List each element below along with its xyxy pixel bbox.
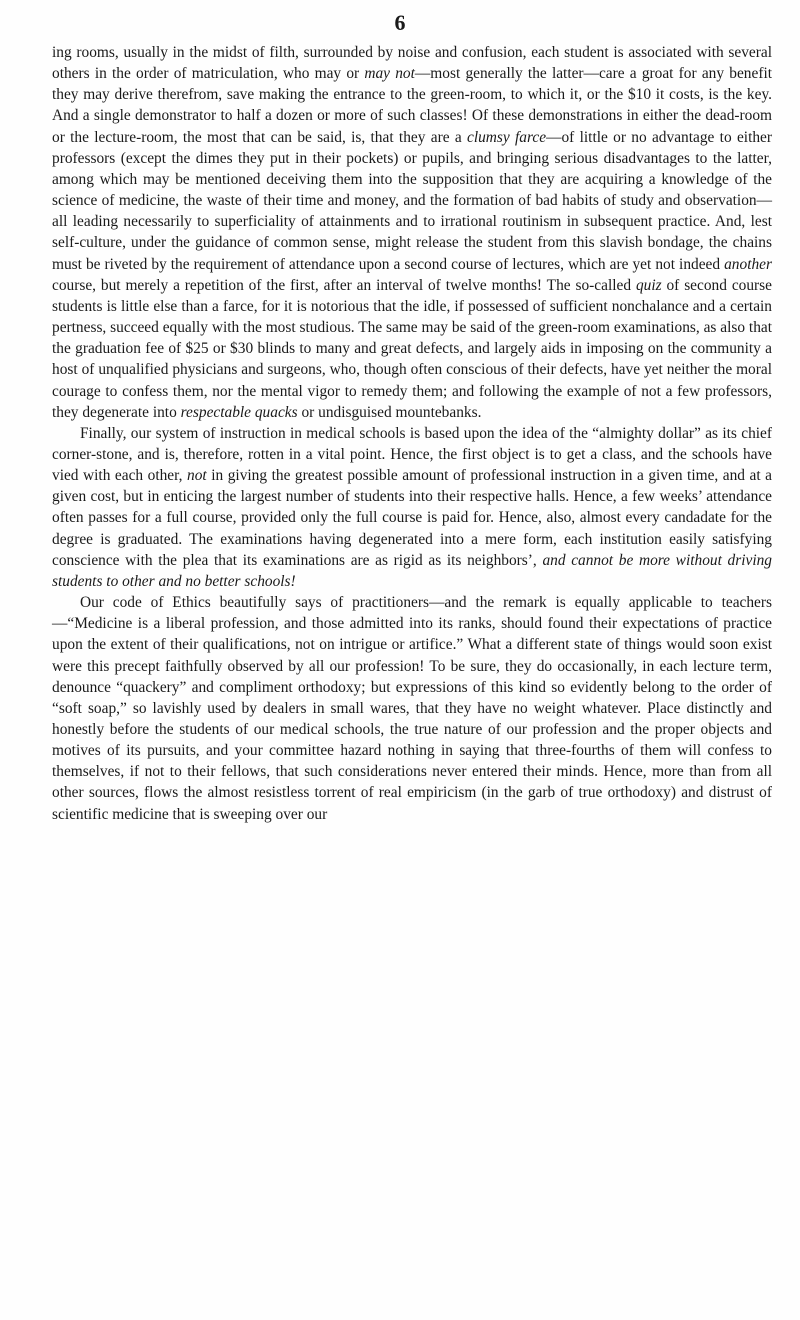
paragraph-2 xyxy=(52,423,772,592)
page-number: 6 xyxy=(394,10,406,35)
italic-text: another xyxy=(724,255,772,273)
text-run: —of little or no advantage to either professors (except the dimes they put in their pockets) or pupils, and bringing serious disadvantages to the latter, among which may be mentioned deceiving them into the supposition that they are acquiring a knowledge of the science of medicine, the waste of their time and money, and the formation of bad habits of study and observation—all leading necessarily to superficiality of attainments and to irrational routinism in subsequent practice. And, lest self-culture, under the guidance of common sense, might release the student from this slavish bondage, the chains must be riveted by the requirement of attendance upon a second course of lectures, which are yet not indeed xyxy=(52,128,772,273)
paragraph-3 xyxy=(52,592,772,825)
text-run: in giving the greatest possible amount of professional instruction in a given time, and at a given cost, but in enticing the largest number of students into their respective halls. Hence, a few weeks’ attendance often passes for a full course, provided only the full course is paid for. Hence, also, almost every candadate for the degree is graduated. The examinations having degenerated into a mere form, each institution easily satisfying conscience with the plea that its examinations are as rigid as its neighbors’, xyxy=(52,467,772,569)
text-run: —most generally the latter—care a groat for any benefit they may derive therefrom, save making the entrance to the green-room, to which it, or the $10 it costs, is the key. And a single demonstrator to half a dozen or more of such classes! Of these demonstrations in either the dead-room or the lecture-room, the most that can be said, is, that they are a xyxy=(52,65,773,146)
paragraph-1 xyxy=(52,42,772,423)
text-run: Our code of Ethics beautifully says of practitioners—and the remark is equally applicable to teachers—“Medicine is a liberal profession, and those admitted into its ranks, should found their expectations of practice upon the extent of their qualifications, not on intrigue or artifice.” What a different state of things would soon exist were this precept faithfully observed by all our profession! To be sure, they do occasionally, in each lecture term, denounce “quackery” and compliment orthodoxy; but expressions of this kind so evidently belong to the order of “soft soap,” so lavishly used by dealers in small wares, that they have no weight whatever. Place distinctly and honestly before the students of our medical schools, the true nature of our profession and the proper objects and motives of its pursuits, and your committee hazard nothing in saying that three-fourths of them will confess to themselves, if not to their fellows, that such considerations never entered their minds. Hence, more than from all other sources, flows the almost resistless torrent of real empiricism (in the garb of true orthodoxy) and distrust of scientific medicine that is sweeping over our xyxy=(52,594,772,823)
italic-text: not xyxy=(187,467,207,485)
italic-text: clumsy farce xyxy=(466,128,547,146)
text-run: course, but merely a repetition of the first, after an interval of twelve months! The so-called xyxy=(52,276,636,294)
text-run: of second course students is little else than a farce, for it is notorious that the idle, if possessed of sufficient nonchalance and a certain pertness, succeed equally with the most studious. The same may be said of the green-room examinations, as also that the graduation fee of $25 or $30 blinds to many and great defects, and largely aids in imposing on the community a host of unqualified physicians and surgeons, who, though often conscious of their defects, have yet neither the moral courage to confess them, nor the mental vigor to remedy them; and following the example of not a few professors, they degenerate into xyxy=(52,276,772,421)
italic-text: and cannot be more without driving students to other and no better schools! xyxy=(52,551,772,590)
italic-text: respectable quacks xyxy=(180,403,298,421)
body-text xyxy=(52,42,772,825)
text-run: ing rooms, usually in the midst of filth, surrounded by noise and confusion, each student is associated with several others in the order of matriculation, who may or xyxy=(52,44,772,83)
text-run: Finally, our system of instruction in medical schools is based upon the idea of the “almighty dollar” as its chief corner-stone, and is, therefore, rotten in a vital point. Hence, the first object is to get a class, and the schools have vied with each other, xyxy=(52,424,772,485)
italic-text: quiz xyxy=(635,276,662,294)
text-run: or undisguised mountebanks. xyxy=(297,403,482,421)
italic-text: may not xyxy=(364,65,415,83)
